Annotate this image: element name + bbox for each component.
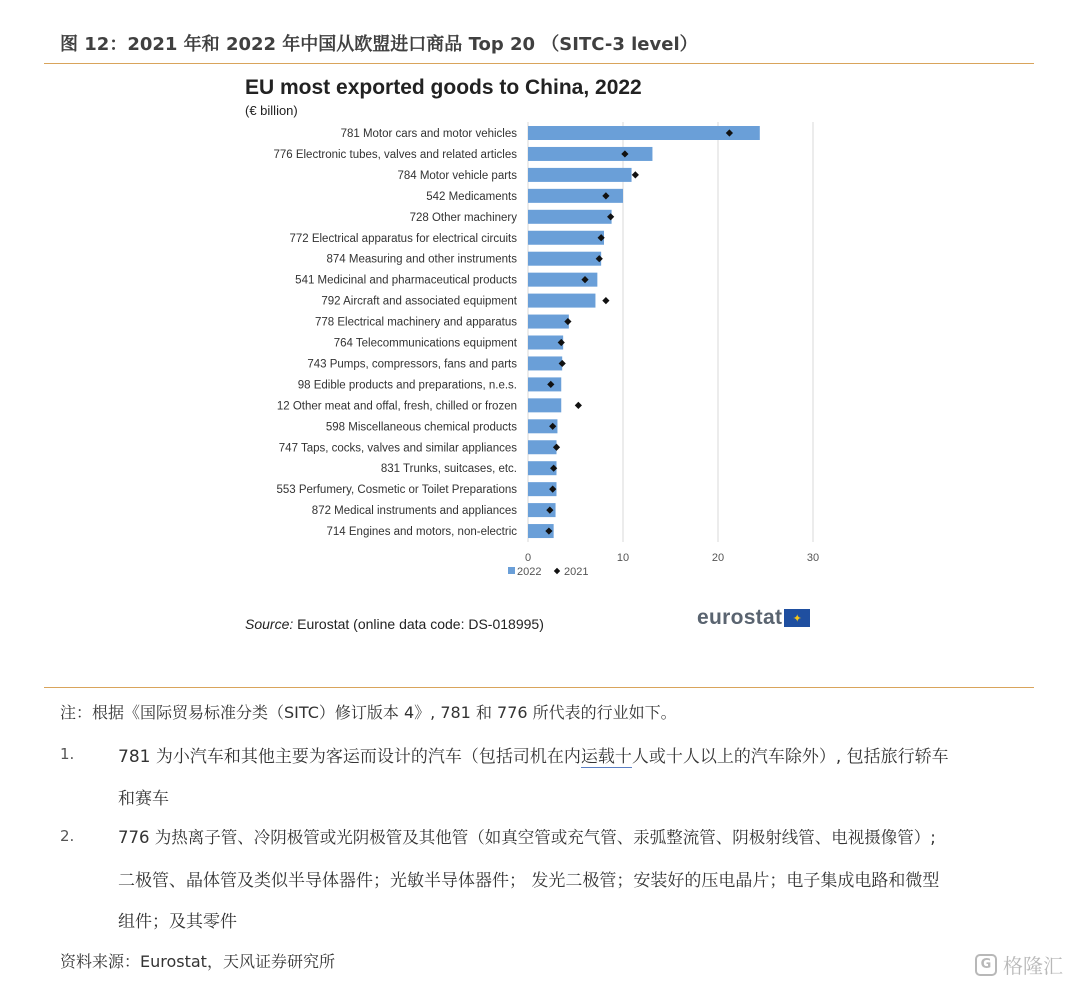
list-item-text: 776 为热离子管、冷阴极管或光阴极管及其他管（如真空管或充气管、汞弧整流管、阴极射线管、电视摄像管）; xyxy=(118,828,936,847)
bar-2022 xyxy=(528,210,612,224)
x-tick-label: 20 xyxy=(711,552,725,564)
note-intro: 注：根据《国际贸易标准分类（SITC）修订版本 4》, 781 和 776 所代表的行业如下。 xyxy=(60,703,677,722)
chart-x-ticks xyxy=(525,552,819,564)
bar-2022 xyxy=(528,231,604,245)
category-label: 776 Electronic tubes, valves and related articles xyxy=(273,148,517,161)
marker-2021 xyxy=(575,402,582,409)
bar-2022 xyxy=(528,398,561,412)
list-item-text xyxy=(118,742,949,767)
bottom-divider xyxy=(44,687,1034,688)
legend-label-2021: 2021 xyxy=(564,566,589,578)
source-text: Eurostat (online data code: DS-018995) xyxy=(297,616,544,632)
bar-2022 xyxy=(528,252,601,266)
bar-2022 xyxy=(528,126,760,140)
bar-2022 xyxy=(528,147,652,161)
x-tick-label: 0 xyxy=(524,552,532,564)
marker-2021 xyxy=(632,171,639,178)
list-item-text: 组件；及其零件 xyxy=(118,912,237,932)
category-label: 872 Medical instruments and appliances xyxy=(311,505,517,518)
list-item-text: 二极管、晶体管及类似半导体器件；光敏半导体器件； 发光二极管；安装好的压电晶片；电子集成电路和微型 xyxy=(118,871,940,891)
category-label: 98 Edible products and preparations, n.e.s. xyxy=(297,379,517,392)
list-item-number: 2. xyxy=(60,827,75,845)
legend-marker-2021 xyxy=(554,568,560,574)
category-label: 12 Other meat and offal, fresh, chilled or frozen xyxy=(276,400,517,413)
x-tick-label: 30 xyxy=(806,552,820,564)
list-item-number: 1. xyxy=(60,745,75,763)
category-label: 764 Telecommunications equipment xyxy=(333,337,517,350)
chart-unit-label: (€ billion) xyxy=(245,103,298,118)
watermark-text: 格隆汇 xyxy=(1003,954,1063,978)
category-label: 542 Medicaments xyxy=(426,190,517,203)
category-label: 728 Other machinery xyxy=(409,211,517,224)
chart-title: EU most exported goods to China, 2022 xyxy=(245,76,642,99)
category-label: 714 Engines and motors, non-electric xyxy=(326,526,517,539)
category-label: 747 Taps, cocks, valves and similar appliances xyxy=(278,442,517,455)
figure-title: 图 12：2021 年和 2022 年中国从欧盟进口商品 Top 20 （SITC-3 level） xyxy=(60,34,698,55)
bar-2022 xyxy=(528,168,632,182)
chart-bars xyxy=(528,126,760,538)
eurostat-logo xyxy=(697,605,810,631)
category-label: 781 Motor cars and motor vehicles xyxy=(340,128,517,140)
x-tick-label: 10 xyxy=(616,552,630,564)
list-item-text: 和赛车 xyxy=(118,789,169,809)
source-label: Source: xyxy=(245,616,294,632)
bar-2022 xyxy=(528,440,557,454)
chart-category-labels xyxy=(273,128,517,538)
data-source-line: 资料来源：Eurostat，天风证券研究所 xyxy=(60,952,335,971)
chart-gridlines xyxy=(528,122,813,542)
legend-label-2022: 2022 xyxy=(517,566,542,578)
eu-flag-icon: ✦ xyxy=(784,609,810,627)
list-item-text-part: 人或十人以上的汽车除外）, 包括旅行轿车 xyxy=(631,747,949,767)
category-label: 553 Perfumery, Cosmetic or Toilet Preparations xyxy=(276,484,517,497)
list-item-text-part: 781 为小汽车和其他主要为客运而设计的汽车（包括司机在内 xyxy=(118,747,581,767)
chart-source xyxy=(245,616,544,632)
bar-2022 xyxy=(528,294,595,308)
category-label: 784 Motor vehicle parts xyxy=(397,169,517,182)
marker-2021 xyxy=(602,297,609,304)
category-label: 874 Measuring and other instruments xyxy=(326,253,517,266)
legend-swatch-2022 xyxy=(508,567,515,574)
category-label: 541 Medicinal and pharmaceutical products xyxy=(295,274,517,287)
category-label: 598 Miscellaneous chemical products xyxy=(325,421,517,434)
chart-legend xyxy=(508,566,588,578)
watermark xyxy=(975,950,1063,979)
bar-2022 xyxy=(528,356,562,370)
category-label: 743 Pumps, compressors, fans and parts xyxy=(307,358,517,371)
category-label: 792 Aircraft and associated equipment xyxy=(321,295,517,308)
eurostat-logo-text: eurostat xyxy=(697,606,783,629)
category-label: 772 Electrical apparatus for electrical circuits xyxy=(289,232,517,245)
category-label: 831 Trunks, suitcases, etc. xyxy=(380,463,517,476)
gelonghui-logo-icon: G xyxy=(975,954,997,976)
bar-2022 xyxy=(528,315,569,329)
underlined-text: 运载十 xyxy=(580,747,632,767)
category-label: 778 Electrical machinery and apparatus xyxy=(314,316,517,329)
bar-2022 xyxy=(528,377,561,391)
